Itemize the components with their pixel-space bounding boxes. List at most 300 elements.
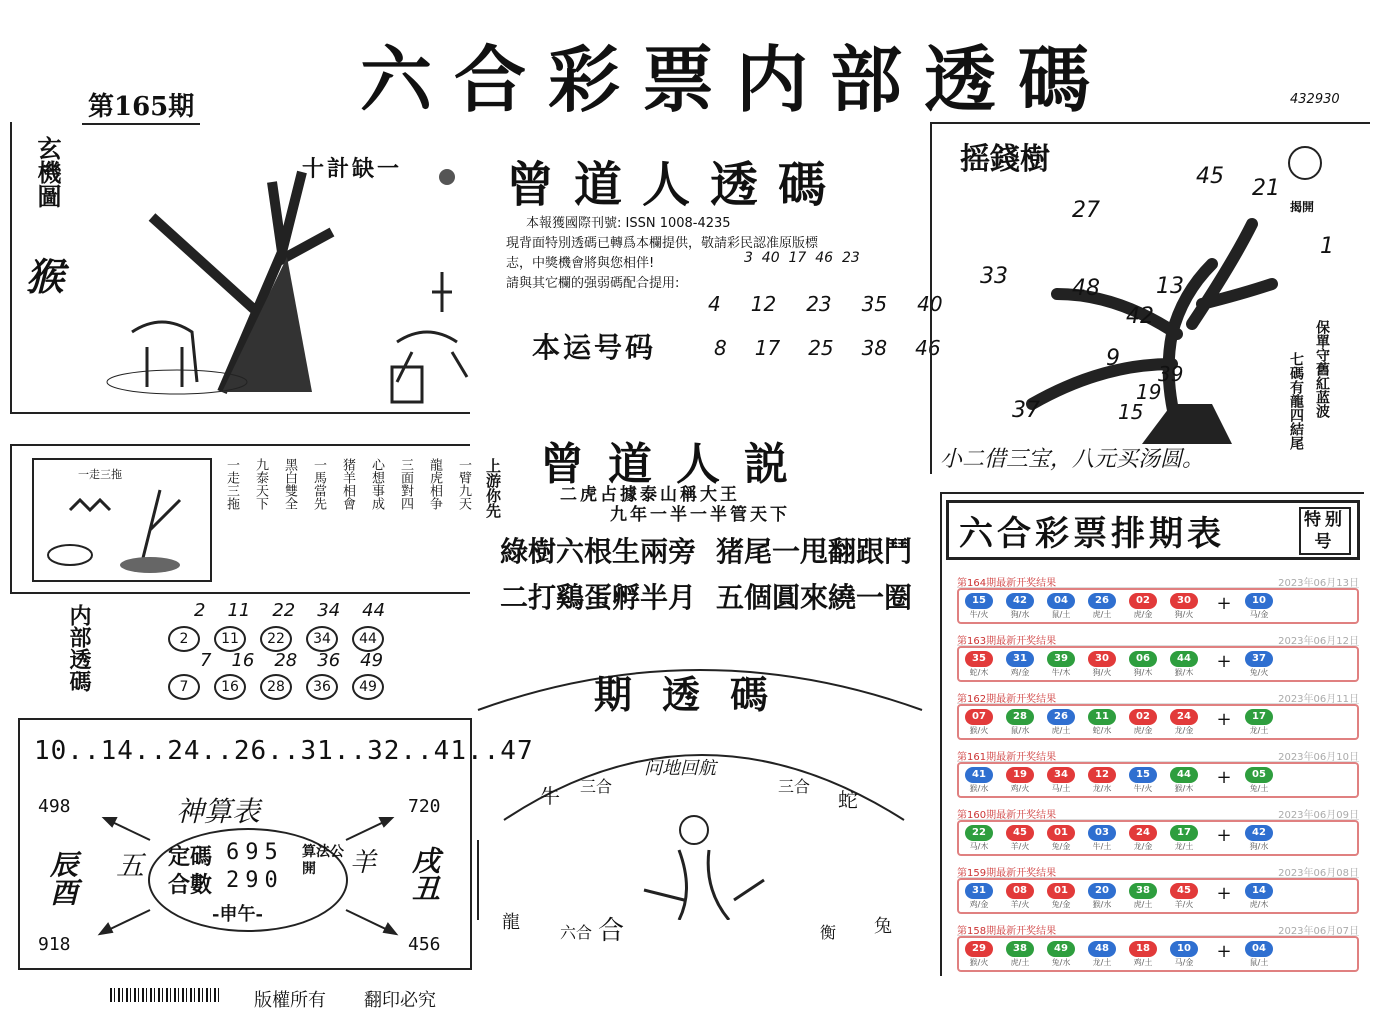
special-ball xyxy=(1243,883,1275,911)
ball xyxy=(1045,651,1077,679)
money-tree-title: 摇錢樹 xyxy=(960,142,1050,177)
ball xyxy=(963,883,995,911)
special-number: 10 xyxy=(1245,593,1273,609)
ball-zodiac: 猴/火 xyxy=(969,958,989,967)
poem-line-2: 九年一半一半管天下 xyxy=(610,505,790,525)
snake-label: 蛇 xyxy=(838,788,858,812)
animal-text: 猴 xyxy=(26,255,65,299)
special-zodiac: 兔/土 xyxy=(1249,784,1269,793)
ball xyxy=(1127,767,1159,795)
ball xyxy=(1168,941,1200,969)
tree-number: 42 xyxy=(1126,304,1154,329)
ball-number: 42 xyxy=(1006,593,1034,609)
ball xyxy=(1086,825,1118,853)
ball-number: 06 xyxy=(1129,651,1157,667)
draw-header xyxy=(957,748,1359,762)
ball-number: 26 xyxy=(1047,709,1075,725)
ball-number: 44 xyxy=(1170,651,1198,667)
draw-result xyxy=(957,922,1359,974)
draw-label: 第164期最新开奖结果 xyxy=(957,578,1057,589)
special-ball xyxy=(1243,593,1275,621)
draw-label: 第161期最新开奖结果 xyxy=(957,752,1057,763)
ball-number: 24 xyxy=(1129,825,1157,841)
poem-line-3b: 猪尾一甩翻跟鬥 xyxy=(716,535,913,568)
ball-number: 18 xyxy=(1129,941,1157,957)
ball xyxy=(1127,651,1159,679)
inner-number-circle: 22 xyxy=(260,626,292,652)
figure-illustration xyxy=(624,810,804,920)
tree-number: 37 xyxy=(1012,398,1040,423)
ball-zodiac: 虎/土 xyxy=(1133,900,1153,909)
ball xyxy=(1086,651,1118,679)
inner-label: 一走三拖 xyxy=(78,468,122,481)
zodiac-pair: -申午- xyxy=(212,904,263,925)
inner-codes-panel xyxy=(10,598,470,708)
draw-date: 2023年06月12日 xyxy=(1278,636,1359,647)
ball-zodiac: 羊/火 xyxy=(1010,900,1030,909)
corner-tl: 498 xyxy=(38,796,71,817)
draw-result xyxy=(957,690,1359,742)
ball-zodiac: 鸡/火 xyxy=(1010,784,1030,793)
ball-zodiac: 马/金 xyxy=(1174,958,1194,967)
ball xyxy=(1045,941,1077,969)
ball-number: 34 xyxy=(1047,767,1075,783)
lucky-number: 23 xyxy=(806,292,832,316)
poem-line-3a: 綠樹六根生兩旁 xyxy=(500,535,697,568)
ball-zodiac: 兔/金 xyxy=(1051,842,1071,851)
ball xyxy=(1004,709,1036,737)
ball xyxy=(963,651,995,679)
draw-date: 2023年06月10日 xyxy=(1278,752,1359,763)
draw-date: 2023年06月13日 xyxy=(1278,578,1359,589)
schedule-title: 六合彩票排期表 xyxy=(959,513,1225,554)
verse-columns xyxy=(222,458,504,518)
page-title: 六合彩票内部透碼 xyxy=(360,37,1113,122)
ball xyxy=(1086,941,1118,969)
inner-picture xyxy=(32,458,212,582)
ball-number: 29 xyxy=(965,941,993,957)
ball xyxy=(1045,825,1077,853)
special-ball xyxy=(1243,941,1275,969)
barcode xyxy=(110,988,222,1002)
inner-note: 44 xyxy=(362,600,386,621)
verse-column: 上游你先 xyxy=(484,458,502,518)
ball xyxy=(1127,825,1159,853)
period-title: 期透碼 xyxy=(594,672,799,717)
special-number-label: 特别号 xyxy=(1299,507,1351,555)
ball-number: 15 xyxy=(1129,767,1157,783)
plus-sign: + xyxy=(1216,767,1232,788)
notice-line-1: 本報獲國際刊號: ISSN 1008-4235 xyxy=(526,216,731,231)
special-zodiac: 虎/木 xyxy=(1249,900,1269,909)
inner-number-circle: 7 xyxy=(168,674,200,700)
dragon-label: 龍 xyxy=(502,912,520,933)
left-zodiac: 辰酉 xyxy=(46,850,79,906)
ball xyxy=(1045,709,1077,737)
draw-result xyxy=(957,806,1359,858)
ball-zodiac: 狗/水 xyxy=(1010,610,1030,619)
special-zodiac: 兔/火 xyxy=(1249,668,1269,677)
inner-number-circle: 16 xyxy=(214,674,246,700)
ball xyxy=(1168,593,1200,621)
inner-note: 16 xyxy=(231,650,255,671)
lucky-number: 35 xyxy=(861,292,888,316)
draw-balls xyxy=(957,588,1359,624)
plus-sign: + xyxy=(1216,825,1232,846)
method-label: 算法公開 xyxy=(302,844,344,877)
tree-number: 1 xyxy=(1320,234,1334,259)
inner-note: 36 xyxy=(317,650,341,671)
money-tree-panel xyxy=(930,122,1370,474)
ball xyxy=(963,767,995,795)
ball-zodiac: 猴/火 xyxy=(969,726,989,735)
special-number: 37 xyxy=(1245,651,1273,667)
ball-zodiac: 龙/水 xyxy=(1092,784,1112,793)
ball-zodiac: 猴/木 xyxy=(1174,784,1194,793)
ball xyxy=(1127,883,1159,911)
ball-zodiac: 龙/土 xyxy=(1092,958,1112,967)
tree-number: 19 xyxy=(1136,380,1162,404)
tree-side-text: 保單守舊紅蓝波 xyxy=(1314,320,1330,418)
special-number: 05 xyxy=(1245,767,1273,783)
lucky-row-1 xyxy=(708,292,943,316)
inner-note: 22 xyxy=(272,600,296,621)
draw-header xyxy=(957,864,1359,878)
plus-sign: + xyxy=(1216,941,1232,962)
ball xyxy=(1086,883,1118,911)
tree-number: 27 xyxy=(1072,198,1100,223)
period-codes-panel xyxy=(474,650,926,980)
ball xyxy=(1004,651,1036,679)
inner-number-circle: 49 xyxy=(352,674,384,700)
lucky-number: 12 xyxy=(750,292,777,316)
tree-horse-illustration xyxy=(72,142,472,412)
lucky-number: 25 xyxy=(808,336,834,360)
special-ball xyxy=(1243,825,1275,853)
ball-number: 45 xyxy=(1170,883,1198,899)
ball-zodiac: 猴/木 xyxy=(1174,668,1194,677)
inner-note: 34 xyxy=(317,600,341,621)
ox-label: 牛 xyxy=(540,784,560,808)
calculation-panel xyxy=(18,718,534,970)
ball-number: 30 xyxy=(1170,593,1198,609)
ball xyxy=(1127,593,1159,621)
ball-zodiac: 牛/火 xyxy=(1133,784,1153,793)
ball-number: 49 xyxy=(1047,941,1075,957)
special-ball xyxy=(1243,651,1275,679)
lucky-number: 40 xyxy=(917,292,943,316)
draw-label: 第159期最新开奖结果 xyxy=(957,868,1057,879)
plus-sign: + xyxy=(1216,651,1232,672)
slogan: 十計缺一 xyxy=(302,156,403,182)
sanhe-right: 三合 xyxy=(778,777,811,796)
draw-header xyxy=(957,690,1359,704)
ball-number: 01 xyxy=(1047,825,1075,841)
ball-zodiac: 蛇/木 xyxy=(969,668,989,677)
ball-zodiac: 虎/土 xyxy=(1051,726,1071,735)
special-number: 42 xyxy=(1245,825,1273,841)
inner-number-circle: 36 xyxy=(306,674,338,700)
tree-bottom-text: 小二借三宝，八元买汤圆。 xyxy=(940,447,1205,472)
ball-zodiac: 虎/土 xyxy=(1092,610,1112,619)
draw-label: 第158期最新开奖结果 xyxy=(957,926,1057,937)
ball-zodiac: 虎/金 xyxy=(1133,726,1153,735)
ball-zodiac: 鼠/土 xyxy=(1051,610,1071,619)
ball-zodiac: 牛/火 xyxy=(969,610,989,619)
ball xyxy=(1086,593,1118,621)
ball-zodiac: 鸡/金 xyxy=(1010,668,1030,677)
verse-column: 心想事成 xyxy=(369,458,384,510)
special-zodiac: 马/金 xyxy=(1249,610,1269,619)
draw-header xyxy=(957,806,1359,820)
ball-zodiac: 羊/火 xyxy=(1174,900,1194,909)
ball-number: 15 xyxy=(965,593,993,609)
ball xyxy=(1004,593,1036,621)
ball-number: 26 xyxy=(1088,593,1116,609)
inner-codes-label: 内部透碼 xyxy=(66,604,92,692)
draw-label: 第162期最新开奖结果 xyxy=(957,694,1057,705)
ball xyxy=(1004,883,1036,911)
ball-zodiac: 羊/火 xyxy=(1010,842,1030,851)
draw-header xyxy=(957,632,1359,646)
plus-sign: + xyxy=(1216,593,1232,614)
ball xyxy=(963,941,995,969)
verse-column: 黑白雙全 xyxy=(282,458,297,510)
heng-label: 衡 xyxy=(820,923,837,942)
draw-date: 2023年06月08日 xyxy=(1278,868,1359,879)
ball-number: 38 xyxy=(1006,941,1034,957)
plus-sign: + xyxy=(1216,709,1232,730)
special-number: 14 xyxy=(1245,883,1273,899)
row-label: 本运号码 xyxy=(532,331,657,364)
draw-date: 2023年06月11日 xyxy=(1278,694,1359,705)
schedule-title-box xyxy=(946,500,1360,560)
mystery-picture-panel xyxy=(10,122,470,414)
ball-number: 41 xyxy=(965,767,993,783)
verse-column: 三面對四 xyxy=(398,458,413,510)
ball-number: 19 xyxy=(1006,767,1034,783)
arrows xyxy=(20,720,474,972)
sum-label: 合數 xyxy=(168,872,213,898)
ball-number: 03 xyxy=(1088,825,1116,841)
inner-number-circle: 2 xyxy=(168,626,200,652)
corner-bl: 918 xyxy=(38,934,71,955)
draw-header xyxy=(957,574,1359,588)
ball-zodiac: 龙/土 xyxy=(1174,842,1194,851)
ball-number: 35 xyxy=(965,651,993,667)
special-number: 04 xyxy=(1245,941,1273,957)
handwritten-notes: 3 40 17 46 23 xyxy=(744,250,860,266)
ball-number: 01 xyxy=(1047,883,1075,899)
ball-number: 28 xyxy=(1006,709,1034,725)
draw-result xyxy=(957,632,1359,684)
badge-circle xyxy=(1288,146,1322,180)
left-zodiac-2: 五 xyxy=(116,849,145,882)
ball-zodiac: 马/木 xyxy=(969,842,989,851)
inner-note: 7 xyxy=(200,650,212,671)
tree-number: 9 xyxy=(1106,346,1120,371)
top-numbers: 10..14..24..26..31..32..41..47 xyxy=(34,736,534,766)
zeng-says-title: 曾道人説 xyxy=(540,439,812,490)
zeng-daoren-panel xyxy=(476,140,943,402)
special-zodiac: 狗/水 xyxy=(1249,842,1269,851)
ball-number: 17 xyxy=(1170,825,1198,841)
ball-number: 08 xyxy=(1006,883,1034,899)
inner-number-circle: 44 xyxy=(352,626,384,652)
tree-number: 15 xyxy=(1118,400,1144,424)
ball xyxy=(1004,767,1036,795)
tree-side-text-2: 七碼有龍四結尾 xyxy=(1288,352,1304,450)
inner-note: 28 xyxy=(274,650,298,671)
special-ball xyxy=(1243,767,1275,795)
draw-result xyxy=(957,748,1359,800)
ball-zodiac: 猴/水 xyxy=(969,784,989,793)
ball-zodiac: 狗/木 xyxy=(1133,668,1153,677)
tree-number: 45 xyxy=(1196,164,1224,189)
ball xyxy=(1086,767,1118,795)
ball-number: 04 xyxy=(1047,593,1075,609)
verse-column: 一臂九天 xyxy=(456,458,471,510)
lucky-number: 8 xyxy=(714,336,727,360)
ball-zodiac: 鸡/金 xyxy=(969,900,989,909)
ball xyxy=(1127,941,1159,969)
inner-note: 49 xyxy=(360,650,384,671)
inner-number-circle: 28 xyxy=(260,674,292,700)
ball xyxy=(1004,941,1036,969)
ball-zodiac: 猴/水 xyxy=(1092,900,1112,909)
special-ball xyxy=(1243,709,1275,737)
ball-number: 22 xyxy=(965,825,993,841)
ball-zodiac: 虎/金 xyxy=(1133,610,1153,619)
notice-line-4: 請與其它欄的强弱碼配合提用: xyxy=(506,276,680,291)
ball-number: 20 xyxy=(1088,883,1116,899)
poem-line-4b: 五個圓來繞一圈 xyxy=(716,581,913,614)
ball-zodiac: 蛇/水 xyxy=(1092,726,1112,735)
ball-number: 45 xyxy=(1006,825,1034,841)
ball xyxy=(1168,709,1200,737)
tree-number: 21 xyxy=(1252,176,1280,201)
ball xyxy=(1045,767,1077,795)
ball xyxy=(1168,767,1200,795)
sanhe-left: 三合 xyxy=(580,777,613,796)
poem-line-4a: 二打鷄蛋孵半月 xyxy=(500,581,697,614)
inner-row-1-notes xyxy=(194,600,385,621)
rabbit-label: 兔 xyxy=(874,916,892,937)
no-reprint: 翻印必究 xyxy=(364,990,436,1011)
ball-zodiac: 兔/水 xyxy=(1051,958,1071,967)
draw-date: 2023年06月09日 xyxy=(1278,810,1359,821)
tree-number: 39 xyxy=(1158,362,1184,386)
inner-note: 2 xyxy=(194,600,206,621)
ball xyxy=(1127,709,1159,737)
fishing-illustration xyxy=(40,480,208,580)
issue-number: 第165期 xyxy=(82,86,200,125)
ball-number: 39 xyxy=(1047,651,1075,667)
draw-date: 2023年06月07日 xyxy=(1278,926,1359,937)
ball-zodiac: 狗/火 xyxy=(1092,668,1112,677)
inner-row-2-notes xyxy=(200,650,383,671)
calc-title: 神算表 xyxy=(176,795,261,828)
draw-header xyxy=(957,922,1359,936)
verse-column: 一走三拖 xyxy=(224,458,239,510)
ball-number: 44 xyxy=(1170,767,1198,783)
ball-number: 38 xyxy=(1129,883,1157,899)
inner-number-circle: 11 xyxy=(214,626,246,652)
ball-zodiac: 兔/金 xyxy=(1051,900,1071,909)
ball xyxy=(963,825,995,853)
side-label: 玄機圖 xyxy=(33,136,62,208)
ball-number: 11 xyxy=(1088,709,1116,725)
draw-balls xyxy=(957,762,1359,798)
ball-zodiac: 鼠/水 xyxy=(1010,726,1030,735)
period-mid-text: 问地回航 xyxy=(644,758,716,779)
special-zodiac: 龙/土 xyxy=(1249,726,1269,735)
ball-number: 31 xyxy=(965,883,993,899)
inner-number-circle: 34 xyxy=(306,626,338,652)
verse-column: 猪羊相會 xyxy=(340,458,355,510)
inner-note: 11 xyxy=(227,600,251,621)
right-zodiac-2: 羊 xyxy=(350,848,377,878)
ball xyxy=(963,593,995,621)
one-three-panel xyxy=(10,444,502,594)
header-code: 432930 xyxy=(1290,92,1340,107)
tree-number: 48 xyxy=(1072,276,1100,301)
ball-number: 30 xyxy=(1088,651,1116,667)
ball-zodiac: 马/土 xyxy=(1051,784,1071,793)
lucky-number: 4 xyxy=(708,292,721,316)
draw-result xyxy=(957,574,1359,626)
fix-label: 定碼 xyxy=(168,844,213,870)
ball xyxy=(1045,883,1077,911)
ball-zodiac: 牛/木 xyxy=(1051,668,1071,677)
ball-zodiac: 牛/土 xyxy=(1092,842,1112,851)
special-number: 17 xyxy=(1245,709,1273,725)
ball-zodiac: 龙/金 xyxy=(1174,726,1194,735)
ball-number: 10 xyxy=(1170,941,1198,957)
draw-label: 第160期最新开奖结果 xyxy=(957,810,1057,821)
special-zodiac: 鼠/土 xyxy=(1249,958,1269,967)
corner-tr: 720 xyxy=(408,796,441,817)
copyright: 版權所有 xyxy=(254,990,326,1011)
ball xyxy=(1168,883,1200,911)
ball-zodiac: 狗/火 xyxy=(1174,610,1194,619)
ball xyxy=(1004,825,1036,853)
ball xyxy=(963,709,995,737)
sum-value: 290 xyxy=(226,868,284,893)
right-zodiac: 戌丑 xyxy=(408,846,441,902)
corner-br: 456 xyxy=(408,934,441,955)
draw-label: 第163期最新开奖结果 xyxy=(957,636,1057,647)
notice-line-3: 志，中獎機會將與您相伴! xyxy=(506,256,655,271)
ball-number: 31 xyxy=(1006,651,1034,667)
ball xyxy=(1045,593,1077,621)
tree-number: 33 xyxy=(980,264,1008,289)
draw-balls xyxy=(957,820,1359,856)
draw-balls xyxy=(957,646,1359,682)
plus-sign: + xyxy=(1216,883,1232,904)
draw-balls xyxy=(957,704,1359,740)
ball-zodiac: 龙/金 xyxy=(1133,842,1153,851)
ball-zodiac: 虎/土 xyxy=(1010,958,1030,967)
ball-number: 12 xyxy=(1088,767,1116,783)
tree-number: 13 xyxy=(1156,274,1184,299)
ball xyxy=(1168,825,1200,853)
draw-balls xyxy=(957,878,1359,914)
liuhe-label: 六合 xyxy=(560,923,593,942)
draw-balls xyxy=(957,936,1359,972)
fix-value: 695 xyxy=(226,840,284,865)
ball-number: 02 xyxy=(1129,709,1157,725)
